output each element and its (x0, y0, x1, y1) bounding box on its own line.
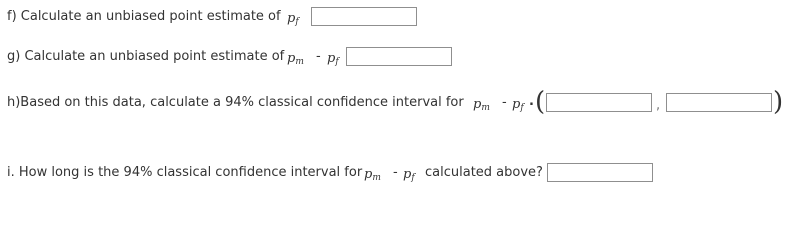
minus-sign: - (502, 95, 507, 110)
interval-length-input[interactable] (547, 163, 653, 182)
point-estimate-pf-input[interactable] (311, 7, 417, 26)
variable-p-f: $p_f$ (403, 167, 415, 183)
question-f-text: f) Calculate an unbiased point estimate of (7, 9, 281, 24)
confidence-interval-lower-input[interactable] (546, 93, 652, 112)
variable-p-m: $p_m$ (473, 97, 490, 113)
point-estimate-difference-input[interactable] (346, 47, 452, 66)
variable-p-m: $p_m$ (364, 167, 381, 183)
minus-sign: - (393, 165, 398, 180)
confidence-interval-upper-input[interactable] (666, 93, 772, 112)
variable-p-f: $p_f$ (287, 11, 299, 27)
question-i-text: i. How long is the 94% classical confidence interval for (7, 165, 363, 180)
interval-comma: , (656, 98, 661, 113)
question-g-text: g) Calculate an unbiased point estimate of (7, 49, 285, 64)
colon-dot: . (529, 94, 534, 109)
close-parenthesis: ) (773, 87, 784, 117)
variable-p-f: $p_f$ (327, 51, 339, 67)
variable-p-f: $p_f$ (512, 97, 524, 113)
question-h-text: h)Based on this data, calculate a 94% classical confidence interval for (7, 95, 464, 110)
variable-p-m: $p_m$ (287, 51, 304, 67)
minus-sign: - (316, 49, 321, 64)
question-i-text-after: calculated above? (425, 165, 543, 180)
open-parenthesis: ( (535, 87, 546, 117)
